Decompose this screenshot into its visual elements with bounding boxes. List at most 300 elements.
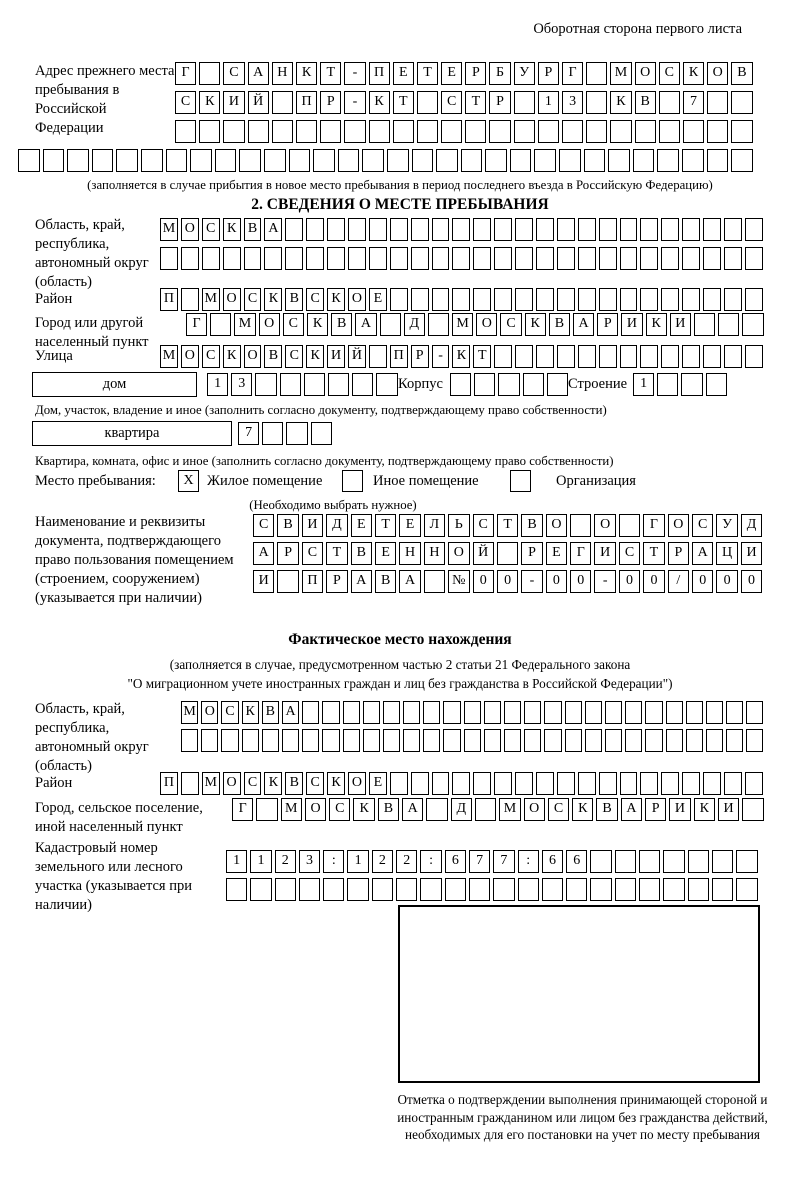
char-cell[interactable] (620, 218, 638, 241)
char-cell[interactable] (272, 91, 293, 114)
char-cell[interactable]: С (306, 288, 324, 311)
char-cell[interactable]: Р (597, 313, 618, 336)
char-cell[interactable] (547, 373, 568, 396)
char-cell[interactable] (411, 247, 429, 270)
char-cell[interactable]: О (201, 701, 218, 724)
char-cell[interactable]: - (344, 62, 365, 85)
char-cell[interactable]: С (285, 345, 303, 368)
char-cell[interactable]: Д (741, 514, 762, 537)
char-cell[interactable] (420, 878, 441, 901)
char-cell[interactable] (18, 149, 40, 172)
char-cell[interactable] (264, 149, 286, 172)
char-cell[interactable] (242, 729, 259, 752)
char-cell[interactable]: 3 (562, 91, 583, 114)
char-cell[interactable]: 1 (347, 850, 368, 873)
char-cell[interactable] (605, 701, 622, 724)
char-cell[interactable]: С (175, 91, 196, 114)
char-cell[interactable] (745, 247, 763, 270)
char-cell[interactable] (306, 247, 324, 270)
char-cell[interactable]: 0 (741, 570, 762, 593)
char-cell[interactable]: К (264, 772, 282, 795)
char-cell[interactable] (542, 878, 563, 901)
char-cell[interactable]: Т (393, 91, 414, 114)
char-cell[interactable] (706, 701, 723, 724)
char-cell[interactable] (524, 729, 541, 752)
char-cell[interactable] (383, 701, 400, 724)
char-cell[interactable] (272, 120, 293, 143)
char-cell[interactable] (639, 878, 660, 901)
char-cell[interactable] (707, 91, 728, 114)
char-cell[interactable] (565, 729, 582, 752)
char-cell[interactable] (514, 91, 535, 114)
char-cell[interactable]: 0 (546, 570, 567, 593)
char-cell[interactable]: В (285, 288, 303, 311)
char-cell[interactable] (328, 373, 349, 396)
char-cell[interactable]: М (234, 313, 255, 336)
char-cell[interactable] (286, 422, 307, 445)
char-cell[interactable] (181, 772, 199, 795)
char-cell[interactable] (599, 247, 617, 270)
char-cell[interactable] (707, 120, 728, 143)
char-cell[interactable]: А (402, 798, 423, 821)
char-cell[interactable]: И (327, 345, 345, 368)
char-cell[interactable] (745, 345, 763, 368)
char-cell[interactable]: О (223, 288, 241, 311)
char-cell[interactable]: В (262, 701, 279, 724)
char-cell[interactable]: 1 (207, 373, 228, 396)
char-cell[interactable] (256, 798, 277, 821)
char-cell[interactable] (659, 120, 680, 143)
char-cell[interactable] (599, 772, 617, 795)
char-cell[interactable] (369, 345, 387, 368)
char-cell[interactable]: К (264, 288, 282, 311)
char-cell[interactable] (461, 149, 483, 172)
char-cell[interactable]: И (302, 514, 323, 537)
char-cell[interactable] (411, 772, 429, 795)
char-cell[interactable] (566, 878, 587, 901)
char-cell[interactable] (724, 345, 742, 368)
char-cell[interactable] (562, 120, 583, 143)
char-cell[interactable]: П (160, 772, 178, 795)
char-cell[interactable] (585, 729, 602, 752)
char-cell[interactable] (275, 878, 296, 901)
char-cell[interactable]: Е (369, 772, 387, 795)
char-cell[interactable] (494, 345, 512, 368)
char-cell[interactable] (645, 729, 662, 752)
char-cell[interactable] (682, 772, 700, 795)
char-cell[interactable]: 1 (633, 373, 654, 396)
char-cell[interactable]: С (283, 313, 304, 336)
char-cell[interactable] (635, 120, 656, 143)
char-cell[interactable] (160, 247, 178, 270)
char-cell[interactable] (703, 218, 721, 241)
char-cell[interactable] (640, 345, 658, 368)
char-cell[interactable]: Е (369, 288, 387, 311)
char-cell[interactable] (688, 850, 709, 873)
char-cell[interactable] (615, 850, 636, 873)
char-cell[interactable]: Р (411, 345, 429, 368)
char-cell[interactable]: П (302, 570, 323, 593)
char-cell[interactable] (724, 772, 742, 795)
char-cell[interactable] (639, 850, 660, 873)
char-cell[interactable] (504, 701, 521, 724)
char-cell[interactable] (239, 149, 261, 172)
char-cell[interactable] (605, 729, 622, 752)
char-cell[interactable]: Ц (716, 542, 737, 565)
char-cell[interactable]: В (244, 218, 262, 241)
char-cell[interactable]: 2 (372, 850, 393, 873)
char-cell[interactable]: О (348, 288, 366, 311)
char-cell[interactable] (181, 729, 198, 752)
char-cell[interactable]: М (202, 288, 220, 311)
char-cell[interactable]: У (514, 62, 535, 85)
char-cell[interactable] (436, 149, 458, 172)
char-cell[interactable] (338, 149, 360, 172)
char-cell[interactable] (746, 701, 763, 724)
char-cell[interactable] (726, 701, 743, 724)
char-cell[interactable] (199, 120, 220, 143)
char-cell[interactable] (682, 345, 700, 368)
char-cell[interactable]: Г (232, 798, 253, 821)
char-cell[interactable]: М (452, 313, 473, 336)
char-cell[interactable] (586, 62, 607, 85)
char-cell[interactable] (250, 878, 271, 901)
char-cell[interactable] (199, 62, 220, 85)
char-cell[interactable] (559, 149, 581, 172)
char-cell[interactable] (712, 850, 733, 873)
char-cell[interactable]: В (351, 542, 372, 565)
char-cell[interactable]: В (549, 313, 570, 336)
char-cell[interactable]: Е (393, 62, 414, 85)
char-cell[interactable] (515, 288, 533, 311)
char-cell[interactable]: Р (521, 542, 542, 565)
char-cell[interactable] (221, 729, 238, 752)
char-cell[interactable]: С (244, 288, 262, 311)
char-cell[interactable] (703, 772, 721, 795)
char-cell[interactable] (586, 91, 607, 114)
char-cell[interactable]: - (344, 91, 365, 114)
char-cell[interactable] (514, 120, 535, 143)
char-cell[interactable]: А (573, 313, 594, 336)
char-cell[interactable]: К (369, 91, 390, 114)
char-cell[interactable]: Р (538, 62, 559, 85)
char-cell[interactable] (426, 798, 447, 821)
char-cell[interactable] (403, 729, 420, 752)
char-cell[interactable]: Р (465, 62, 486, 85)
char-cell[interactable] (304, 373, 325, 396)
char-cell[interactable] (424, 570, 445, 593)
char-cell[interactable] (347, 878, 368, 901)
char-cell[interactable] (369, 120, 390, 143)
char-cell[interactable]: К (572, 798, 593, 821)
char-cell[interactable] (441, 120, 462, 143)
char-cell[interactable] (536, 772, 554, 795)
char-cell[interactable]: 2 (275, 850, 296, 873)
char-cell[interactable]: 0 (497, 570, 518, 593)
char-cell[interactable]: О (181, 218, 199, 241)
char-cell[interactable] (282, 729, 299, 752)
char-cell[interactable] (620, 772, 638, 795)
char-cell[interactable] (557, 288, 575, 311)
char-cell[interactable] (703, 247, 721, 270)
char-cell[interactable]: В (521, 514, 542, 537)
char-cell[interactable]: С (692, 514, 713, 537)
char-cell[interactable] (494, 218, 512, 241)
char-cell[interactable] (452, 288, 470, 311)
char-cell[interactable] (201, 729, 218, 752)
char-cell[interactable] (534, 149, 556, 172)
char-cell[interactable]: Й (473, 542, 494, 565)
char-cell[interactable] (682, 149, 704, 172)
char-cell[interactable]: 7 (493, 850, 514, 873)
char-cell[interactable] (202, 247, 220, 270)
char-cell[interactable]: К (307, 313, 328, 336)
char-cell[interactable] (452, 772, 470, 795)
stay-checkbox-organization[interactable] (510, 470, 531, 492)
stay-checkbox-other[interactable] (342, 470, 363, 492)
char-cell[interactable] (640, 288, 658, 311)
char-cell[interactable] (181, 288, 199, 311)
char-cell[interactable] (724, 288, 742, 311)
char-cell[interactable] (452, 247, 470, 270)
char-cell[interactable]: 7 (469, 850, 490, 873)
char-cell[interactable] (289, 149, 311, 172)
char-cell[interactable] (661, 345, 679, 368)
char-cell[interactable] (724, 247, 742, 270)
char-cell[interactable] (726, 729, 743, 752)
char-cell[interactable]: А (692, 542, 713, 565)
char-cell[interactable]: А (355, 313, 376, 336)
char-cell[interactable] (625, 701, 642, 724)
char-cell[interactable]: Е (441, 62, 462, 85)
char-cell[interactable]: С (253, 514, 274, 537)
char-cell[interactable]: О (524, 798, 545, 821)
char-cell[interactable]: О (244, 345, 262, 368)
char-cell[interactable]: П (390, 345, 408, 368)
char-cell[interactable]: Д (451, 798, 472, 821)
char-cell[interactable] (443, 701, 460, 724)
char-cell[interactable] (515, 218, 533, 241)
char-cell[interactable] (663, 850, 684, 873)
char-cell[interactable] (166, 149, 188, 172)
char-cell[interactable] (599, 345, 617, 368)
char-cell[interactable]: К (452, 345, 470, 368)
char-cell[interactable]: О (348, 772, 366, 795)
char-cell[interactable] (464, 729, 481, 752)
char-cell[interactable]: 0 (619, 570, 640, 593)
char-cell[interactable]: 0 (570, 570, 591, 593)
char-cell[interactable] (369, 247, 387, 270)
char-cell[interactable]: Н (424, 542, 445, 565)
char-cell[interactable]: Р (668, 542, 689, 565)
char-cell[interactable] (610, 120, 631, 143)
char-cell[interactable] (362, 149, 384, 172)
char-cell[interactable] (474, 373, 495, 396)
char-cell[interactable]: Р (326, 570, 347, 593)
char-cell[interactable]: К (327, 772, 345, 795)
char-cell[interactable]: О (223, 772, 241, 795)
char-cell[interactable]: В (277, 514, 298, 537)
char-cell[interactable] (423, 729, 440, 752)
char-cell[interactable]: В (635, 91, 656, 114)
char-cell[interactable] (712, 878, 733, 901)
char-cell[interactable]: В (596, 798, 617, 821)
char-cell[interactable]: В (285, 772, 303, 795)
char-cell[interactable] (313, 149, 335, 172)
char-cell[interactable] (302, 729, 319, 752)
char-cell[interactable] (285, 247, 303, 270)
char-cell[interactable]: Т (417, 62, 438, 85)
char-cell[interactable] (387, 149, 409, 172)
char-cell[interactable]: В (375, 570, 396, 593)
char-cell[interactable] (578, 247, 596, 270)
char-cell[interactable] (620, 288, 638, 311)
char-cell[interactable] (731, 149, 753, 172)
char-cell[interactable]: 1 (250, 850, 271, 873)
char-cell[interactable]: Д (404, 313, 425, 336)
char-cell[interactable] (570, 514, 591, 537)
char-cell[interactable] (657, 373, 678, 396)
char-cell[interactable]: № (448, 570, 469, 593)
char-cell[interactable] (443, 729, 460, 752)
char-cell[interactable]: Р (645, 798, 666, 821)
char-cell[interactable]: С (223, 62, 244, 85)
char-cell[interactable]: О (448, 542, 469, 565)
char-cell[interactable] (608, 149, 630, 172)
char-cell[interactable]: А (282, 701, 299, 724)
char-cell[interactable] (599, 288, 617, 311)
char-cell[interactable]: Р (277, 542, 298, 565)
char-cell[interactable] (262, 729, 279, 752)
char-cell[interactable]: Н (399, 542, 420, 565)
char-cell[interactable] (599, 218, 617, 241)
char-cell[interactable]: 3 (299, 850, 320, 873)
char-cell[interactable] (411, 288, 429, 311)
char-cell[interactable] (703, 345, 721, 368)
char-cell[interactable] (745, 288, 763, 311)
char-cell[interactable]: О (181, 345, 199, 368)
char-cell[interactable] (484, 701, 501, 724)
char-cell[interactable] (363, 701, 380, 724)
char-cell[interactable] (343, 701, 360, 724)
char-cell[interactable] (518, 878, 539, 901)
char-cell[interactable] (262, 422, 283, 445)
char-cell[interactable]: 0 (692, 570, 713, 593)
char-cell[interactable] (682, 288, 700, 311)
char-cell[interactable] (615, 878, 636, 901)
char-cell[interactable] (645, 701, 662, 724)
char-cell[interactable] (515, 247, 533, 270)
char-cell[interactable] (510, 149, 532, 172)
char-cell[interactable]: И (223, 91, 244, 114)
char-cell[interactable]: 2 (396, 850, 417, 873)
char-cell[interactable] (544, 701, 561, 724)
char-cell[interactable] (640, 247, 658, 270)
char-cell[interactable]: С (441, 91, 462, 114)
char-cell[interactable] (432, 772, 450, 795)
char-cell[interactable]: К (353, 798, 374, 821)
char-cell[interactable] (322, 729, 339, 752)
char-cell[interactable]: 1 (226, 850, 247, 873)
char-cell[interactable]: П (160, 288, 178, 311)
char-cell[interactable] (363, 729, 380, 752)
char-cell[interactable]: К (683, 62, 704, 85)
char-cell[interactable]: Г (175, 62, 196, 85)
char-cell[interactable] (657, 149, 679, 172)
char-cell[interactable] (746, 729, 763, 752)
char-cell[interactable]: Т (326, 542, 347, 565)
char-cell[interactable]: 0 (716, 570, 737, 593)
char-cell[interactable]: Г (570, 542, 591, 565)
char-cell[interactable]: С (221, 701, 238, 724)
char-cell[interactable] (452, 218, 470, 241)
char-cell[interactable] (223, 247, 241, 270)
char-cell[interactable] (215, 149, 237, 172)
char-cell[interactable] (450, 373, 471, 396)
char-cell[interactable] (731, 91, 752, 114)
char-cell[interactable] (116, 149, 138, 172)
char-cell[interactable]: 0 (643, 570, 664, 593)
char-cell[interactable] (557, 772, 575, 795)
char-cell[interactable]: А (264, 218, 282, 241)
char-cell[interactable]: А (621, 798, 642, 821)
char-cell[interactable]: : (323, 850, 344, 873)
char-cell[interactable] (248, 120, 269, 143)
char-cell[interactable] (515, 345, 533, 368)
char-cell[interactable]: И (718, 798, 739, 821)
char-cell[interactable]: И (669, 798, 690, 821)
char-cell[interactable]: С (202, 345, 220, 368)
char-cell[interactable] (285, 218, 303, 241)
char-cell[interactable] (504, 729, 521, 752)
char-cell[interactable]: И (741, 542, 762, 565)
char-cell[interactable] (302, 701, 319, 724)
char-cell[interactable]: Т (320, 62, 341, 85)
char-cell[interactable]: М (281, 798, 302, 821)
char-cell[interactable]: В (331, 313, 352, 336)
char-cell[interactable] (494, 772, 512, 795)
char-cell[interactable] (306, 218, 324, 241)
char-cell[interactable]: 3 (231, 373, 252, 396)
char-cell[interactable] (742, 798, 763, 821)
char-cell[interactable]: Б (489, 62, 510, 85)
char-cell[interactable]: Е (375, 542, 396, 565)
char-cell[interactable]: М (499, 798, 520, 821)
char-cell[interactable] (686, 729, 703, 752)
char-cell[interactable] (706, 729, 723, 752)
char-cell[interactable]: М (160, 218, 178, 241)
char-cell[interactable] (536, 247, 554, 270)
char-cell[interactable] (428, 313, 449, 336)
char-cell[interactable] (661, 772, 679, 795)
char-cell[interactable]: Г (562, 62, 583, 85)
char-cell[interactable]: С (619, 542, 640, 565)
char-cell[interactable] (277, 570, 298, 593)
char-cell[interactable] (538, 120, 559, 143)
char-cell[interactable]: 7 (238, 422, 259, 445)
char-cell[interactable] (718, 313, 739, 336)
char-cell[interactable]: К (306, 345, 324, 368)
char-cell[interactable]: Г (643, 514, 664, 537)
char-cell[interactable] (661, 247, 679, 270)
char-cell[interactable] (445, 878, 466, 901)
char-cell[interactable]: У (716, 514, 737, 537)
char-cell[interactable] (498, 373, 519, 396)
char-cell[interactable]: С (202, 218, 220, 241)
char-cell[interactable]: С (329, 798, 350, 821)
char-cell[interactable] (620, 247, 638, 270)
char-cell[interactable] (343, 729, 360, 752)
